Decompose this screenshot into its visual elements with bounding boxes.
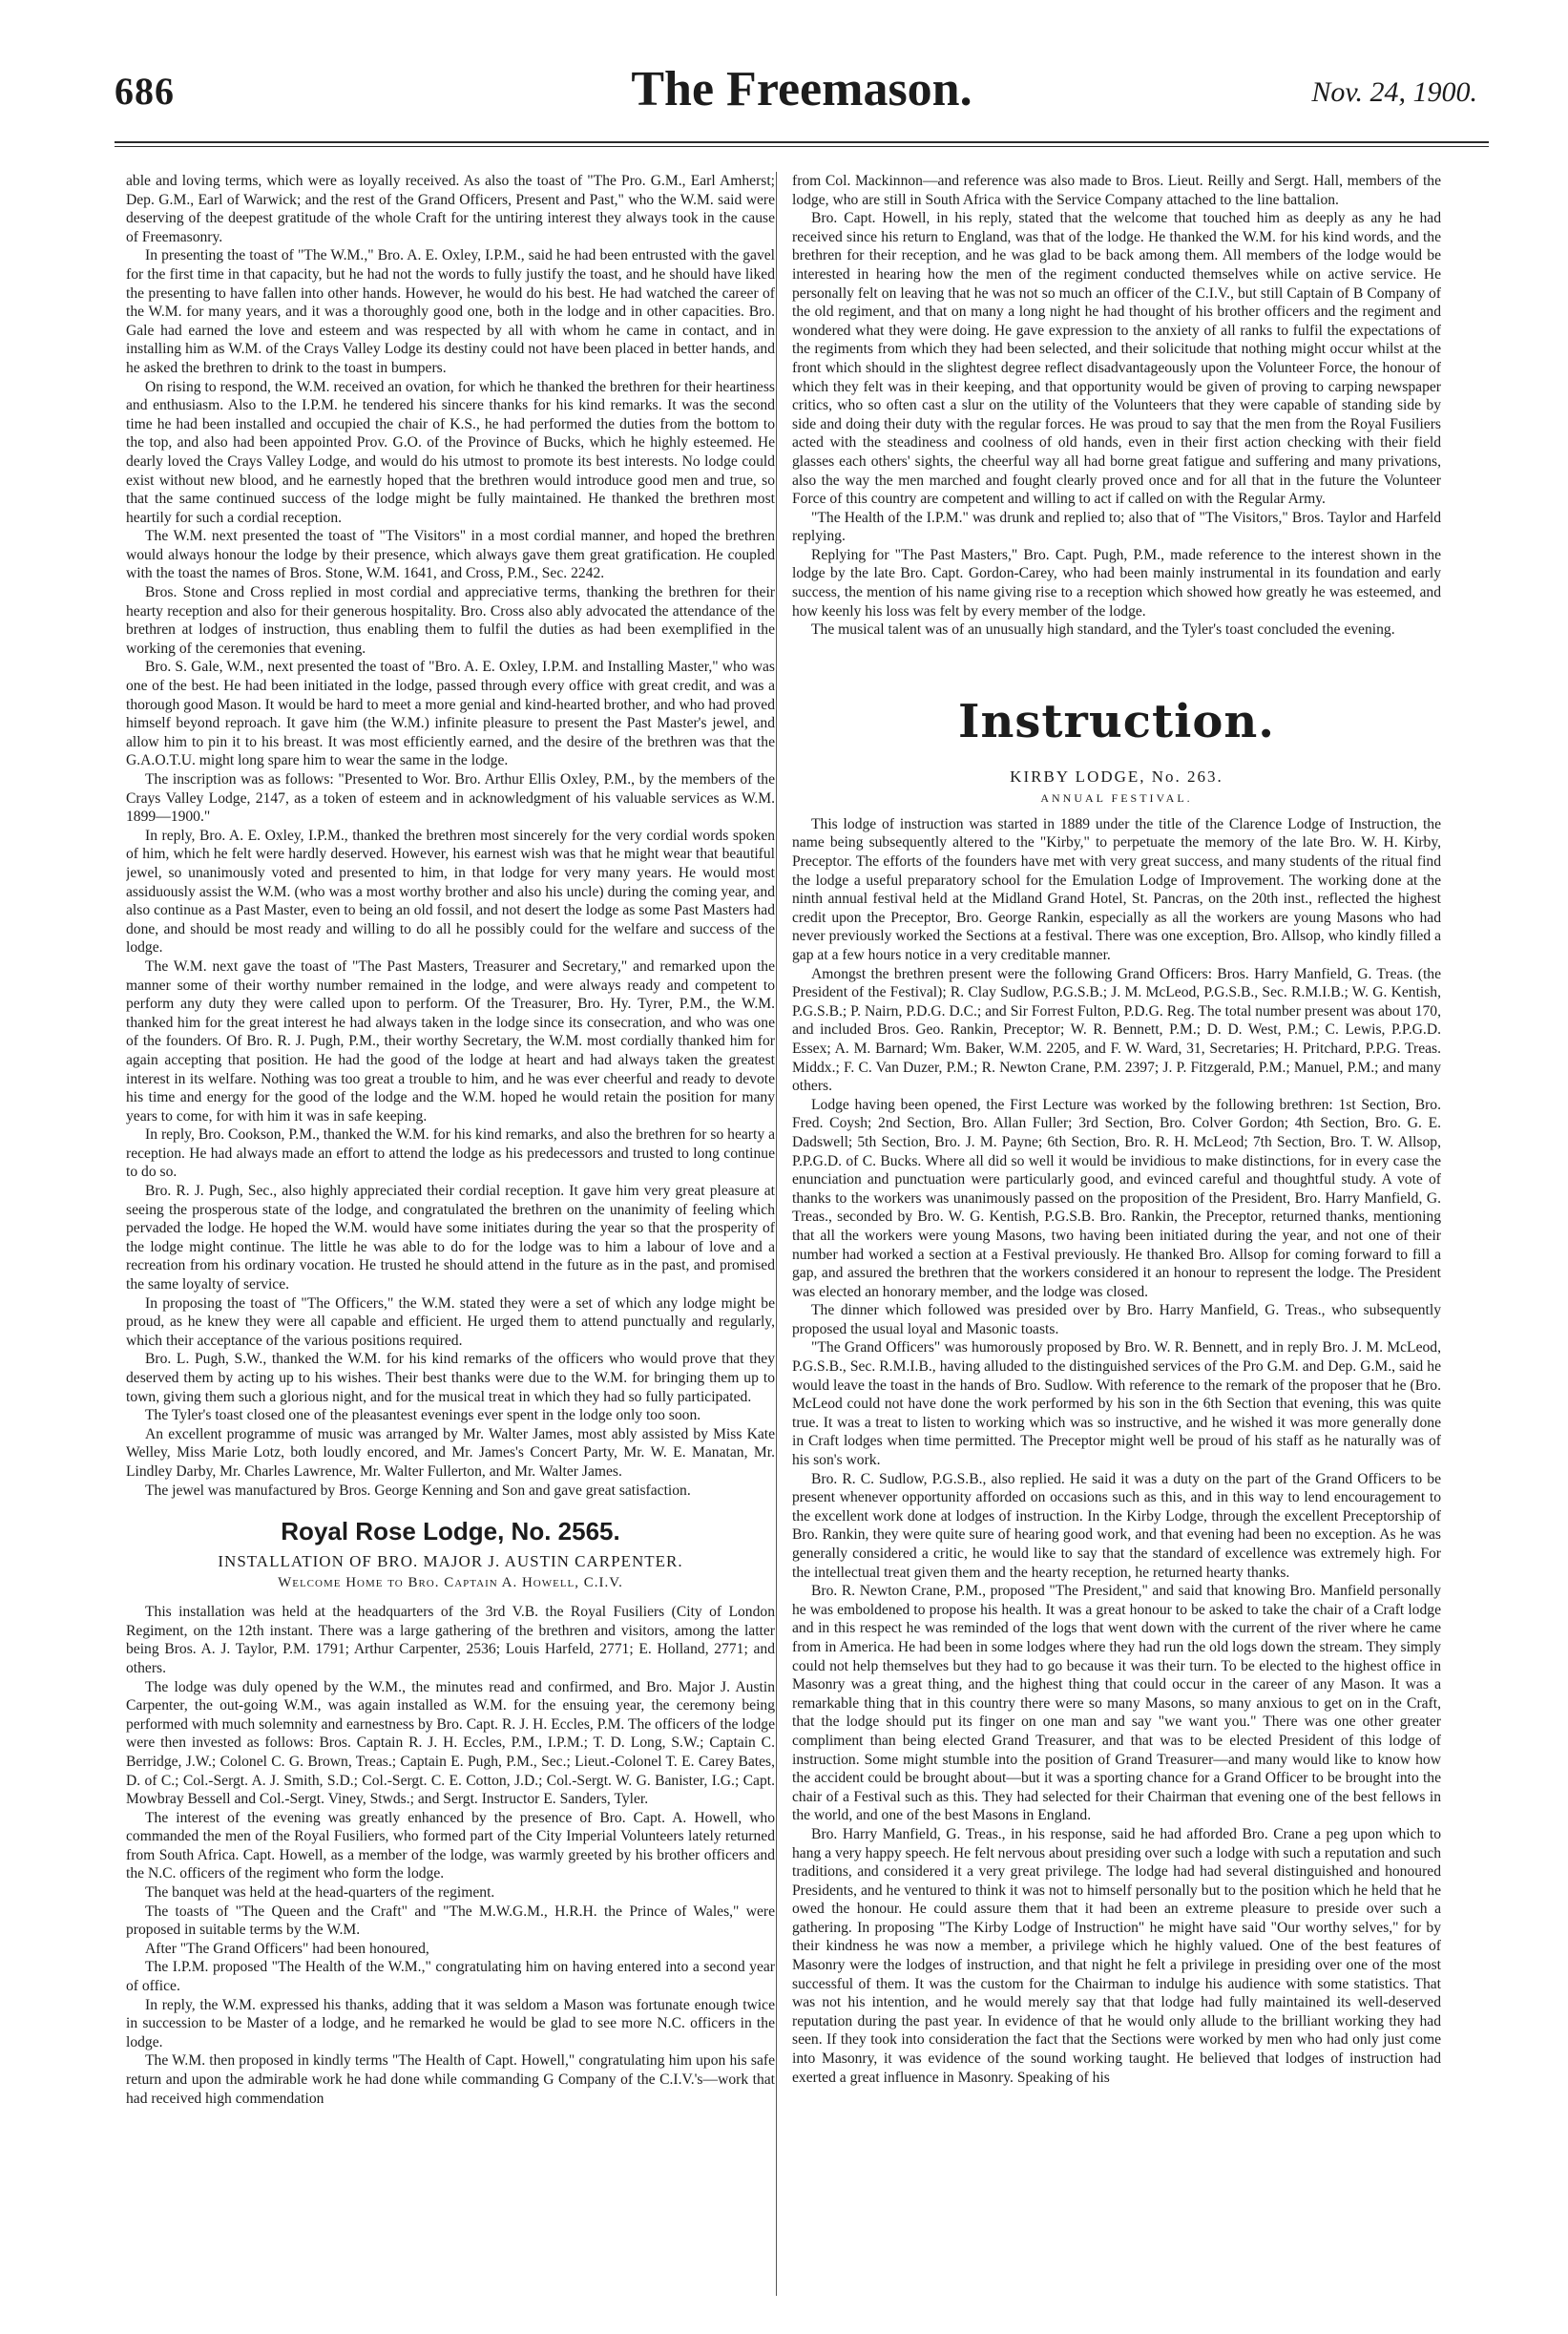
- paragraph: The lodge was duly opened by the W.M., the minutes read and confirmed, and Bro. Major J. Austin Carpenter, the out-going W.M., was again installed as W.M. for the ensuing year, the ceremony being performed with much solemnity and earnestness by Bro. Capt. R. J. H. Eccles, P.M. The officers of the lodge were then invested as follows: Bros. Captain R. J. H. Eccles, P.M., I.P.M.; T. D. Long, S.W.; Captain C. Berridge, J.W.; Colonel C. G. Brown, Treas.; Captain E. Pugh, P.M., Sec.; Lieut.-Colonel T. E. Carey Bates, D. of C.; Col.-Sergt. A. J. Smith, S.D.; Col.-Sergt. C. E. Cotton, J.D.; Col.-Sergt. W. G. Banister, I.G.; Capt. Mowbray Bessell and Col.-Sergt. Viney, Stwds.; and Sergt. Instructor E. Sanders, Tyler.: [126, 1678, 775, 1808]
- newspaper-title: The Freemason.: [631, 62, 972, 116]
- paragraph: from Col. Mackinnon—and reference was also made to Bros. Lieut. Reilly and Sergt. Hall, members of the lodge, who are still in South Africa with the Service Company attached to the line battalion.: [792, 173, 1441, 208]
- paragraph: Bro. Capt. Howell, in his reply, stated that the welcome that touched him as deeply as any he had received since his return to England, was that of the lodge. He thanked the W.M. for his kind words, and the brethren for their reception, and he was glad to be back among them. All members of the lodge would be interested in hearing how the men of the regiment conducted themselves while on active service. He personally felt on leaving that he was not so much an officer of the C.I.V., but still Captain of B Company of the old regiment, and that on many a long night he had thought of his brother officers and the regiment and wondered what they were doing. He gave expression to the anxiety of all ranks to fulfil the expectations of the regiments from which they had been selected, and their solicitude that nothing might occur whilst at the front which should in the slightest degree reflect disadvantageously upon the Volunteer Force, the honour of which they felt was in their keeping, and that opportunity would be given of proving to carping newspaper critics, who so often cast a slur on the utility of the Volunteers that they were capable of standing side by side and doing their duty with the regular forces. He was proud to say that the men from the Royal Fusiliers acted with the steadiness and coolness of old hands, even in their first action checking with their field glasses each others' sights, the cheerful way all had borne great fatigue and suffering and many privations, also the way the men marched and fought clearly proved once and for all that in the future the Volunteer Force of this country are competent and willing to act if called on with the Regular Army.: [792, 210, 1441, 508]
- paragraph: "The Health of the I.P.M." was drunk and replied to; also that of "The Visitors," Bros. Taylor and Harfeld replying.: [792, 509, 1441, 545]
- paragraph: After "The Grand Officers" had been honoured,: [145, 1940, 429, 1957]
- paragraph: In reply, the W.M. expressed his thanks, adding that it was seldom a Mason was fortunate enough twice in succession to be Master of a lodge, and he remarked he would be glad to see more N.C. officers in the lodge.: [126, 1996, 775, 2050]
- paragraph: This lodge of instruction was started in 1889 under the title of the Clarence Lodge of Instruction, the name being subsequently altered to the "Kirby," to perpetuate the memory of the late Bro. W. H. Kirby, Preceptor. The efforts of the founders have met with very great success, and many students of the ritual find the lodge a useful preparatory school for the Emulation Lodge of Improvement. The working done at the ninth annual festival held at the Midland Grand Hotel, St. Pancras, on the 20th inst., reflected the highest credit upon the Preceptor, Bro. George Rankin, especially as all the workers are young Masons who had never previously worked the Sections at a festival. There was one exception, Bro. Allsop, who kindly filled a gap at a few hours notice in a very creditable manner.: [792, 815, 1441, 963]
- paragraph: An excellent programme of music was arranged by Mr. Walter James, most ably assisted by Miss Kate Welley, Miss Marie Lotz, both loudly encored, and Mr. James's Concert Party, Mr. W. E. Manatan, Mr. Lindley Darby, Mr. Charles Lawrence, Mr. Walter Fullerton, and Mr. Walter James.: [126, 1425, 775, 1480]
- kirby-lodge-heading: KIRBY LODGE, No. 263.: [1010, 767, 1223, 786]
- paragraph: The Tyler's toast closed one of the pleasantest evenings ever spent in the lodge only too soon.: [145, 1407, 701, 1424]
- paragraph: The W.M. next presented the toast of "The Visitors" in a most cordial manner, and hoped the brethren would always honour the lodge by their presence, which always gave them great gratification. He coupled with the toast the names of Bros. Stone, W.M. 1641, and Cross, P.M., Sec. 2242.: [126, 528, 775, 582]
- paragraph: The W.M. next gave the toast of "The Past Masters, Treasurer and Secretary," and remarked upon the manner some of their worthy number remained in the lodge, and were always ready and competent to perform any duty they were called upon to perform. Of the Treasurer, Bro. Hy. Tyrer, P.M., the W.M. thanked him for the great interest he had always taken in the lodge since its consecration, and who was one of the founders. Of Bro. R. J. Pugh, P.M., their worthy Secretary, the W.M. most cordially thanked him for again accepting that position. He had the good of the lodge at heart and had always taken the greatest interest in its welfare. Nothing was too great a trouble to him, and he was ever cheerful and ready to devote his time and energy for the good of the lodge and the W.M. hoped he would retain the position for many years to come, for with him it was in safe keeping.: [126, 957, 775, 1125]
- paragraph: Bro. R. Newton Crane, P.M., proposed "The President," and said that knowing Bro. Manfield personally he was emboldened to propose his health. It was a great honour to be asked to take the chair of a Craft lodge and in this respect he was reminded of the logs that went down with the current of the river where he came from in America. He had been in some lodges where they had run the old logs down the stream. They simply could not help themselves but they had to go because it was their turn. To be elected to the highest office in Masonry was a great thing, and the highest thing that could occur in the career of any Mason. It was a remarkable thing that in this country there were so many Masons, so many anxious to get on in the Craft, that the lodge should put its finger on one man and say "we want you." There was one other greater compliment than being elected Grand Treasurer, and that was to be elected President of this lodge of instruction. Some might stumble into the position of Grand Treasurer—and many would like to know how the accident could be brought about—but it was a sporting chance for a Grand Officer to be brought into the chair of a Festival such as this. They had selected for their Chairman that evening one of the best fellows in the world, and one of the best Masons in England.: [792, 1583, 1441, 1824]
- paragraph: The I.P.M. proposed "The Health of the W.M.," congratulating him on having entered into a second year of office.: [126, 1959, 775, 1995]
- paragraph: In reply, Bro. A. E. Oxley, I.P.M., thanked the brethren most sincerely for the very cordial words spoken of him, which he felt were hardly deserved. However, his earnest wish was that he might wear that beautiful jewel, so unanimously voted and presented to him, in that lodge for very many years. He would most assiduously assist the W.M. (who was a most worthy brother and also his uncle) during the coming year, and also continue as a Past Master, even to being an old fossil, and not desert the lodge as some Past Masters had done, and should be most ready and willing to do all he possibly could for the welfare and success of the lodge.: [126, 827, 775, 957]
- paragraph: able and loving terms, which were as loyally received. As also the toast of "The Pro. G.M., Earl Amherst; Dep. G.M., Earl of Warwick; and the rest of the Grand Officers, Present and Past," who the W.M. said were deserving of the deepest gratitude of the whole Craft for the untiring interest they always took in the cause of Freemasonry.: [126, 173, 775, 245]
- paragraph: In proposing the toast of "The Officers," the W.M. stated they were a set of which any lodge might be proud, as he knew they were all capable and efficient. He urged them to attend punctually and regularly, which their acceptance of the various positions required.: [126, 1294, 775, 1349]
- paragraph: Bro. L. Pugh, S.W., thanked the W.M. for his kind remarks of the officers who would prove that they deserved them by acting up to his wishes. Their best thanks were due to the W.M. for bringing them up to town, giving them such a glorious night, and for the musical treat in which they had so fully participated.: [126, 1351, 775, 1405]
- right-column: [792, 172, 1441, 2296]
- royal-rose-body: [126, 1603, 775, 2108]
- instruction-heading: Instruction.: [958, 694, 1275, 748]
- paragraph: The inscription was as follows: "Presented to Wor. Bro. Arthur Ellis Oxley, P.M., by the members of the Crays Valley Lodge, 2147, as a token of esteem and in acknowledgment of his valuable services as W.M. 1899—1900.": [126, 771, 775, 826]
- paragraph: Amongst the brethren present were the following Grand Officers: Bros. Harry Manfield, G. Treas. (the President of the Festival); R. Clay Sudlow, P.G.S.B.; J. M. McLeod, P.G.S.B., Sec. R.M.I.B.; W. G. Kentish, P.G.S.B.; P. Nairn, P.D.G. D.C.; and Sir Forrest Fulton, P.D.G. Reg. The total number present was about 170, and included Bros. Geo. Rankin, Preceptor; W. R. Bennett, P.M.; D. D. West, P.M.; C. Lewis, P.P.G.D. Essex; A. M. Barnard; Wm. Baker, W.M. 2205, and F. W. Ward, 31, Secretaries; H. Pritchard, P.P.G. Treas. Middx.; F. C. Van Duzer, P.M.; R. Newton Crane, P.M. 2397; J. P. Fitzgerald, P.M.; Manuel, P.M.; and many others.: [792, 965, 1441, 1095]
- paragraph: The musical talent was of an unusually high standard, and the Tyler's toast concluded the evening.: [811, 621, 1395, 639]
- annual-festival-heading: ANNUAL FESTIVAL.: [1040, 790, 1193, 805]
- paragraph: In presenting the toast of "The W.M.," Bro. A. E. Oxley, I.P.M., said he had been entrusted with the gavel for the first time in that capacity, but he had not the words to fully justify the toast, and he should have liked the presenting to have fallen into other hands. However, he would do his best. He had watched the career of the W.M. for many years, and it was a thoroughly good one, both in the lodge and in other capacities. Bro. Gale had earned the love and esteem and was respected by all with whom he came in contact, and in installing him as W.M. of the Crays Valley Lodge its destiny could not have been placed in better hands, and he asked the brethren to drink to the toast in bumpers.: [126, 247, 775, 376]
- paragraph: This installation was held at the headquarters of the 3rd V.B. the Royal Fusiliers (City of London Regiment, on the 12th instant. There was a large gathering of the brethren and visitors, among the latter being Bros. A. J. Taylor, P.M. 1791; Arthur Carpenter, 2536; Louis Harfeld, 2771; E. Holland, 2771; and others.: [126, 1604, 775, 1676]
- paragraph: On rising to respond, the W.M. received an ovation, for which he thanked the brethren for their heartiness and enthusiasm. Also to the I.P.M. he tendered his sincere thanks for his kind remarks. It was the second time he had been installed and occupied the chair of K.S., he had performed the duties from the bottom to the top, and also had been appointed Prov. G.O. of the Province of Bucks, which he highly esteemed. He dearly loved the Crays Valley Lodge, and would do his utmost to promote its best interests. No lodge could exist without new blood, and he earnestly hoped that the brethren would introduce good men and true, so that the same continued success of the lodge might be fully maintained. He thanked the brethren most heartily for such a cordial reception.: [126, 378, 775, 526]
- instruction-body: [792, 815, 1441, 2087]
- royal-rose-heading: Royal Rose Lodge, No. 2565.: [281, 1517, 620, 1546]
- paragraph: Bros. Stone and Cross replied in most cordial and appreciative terms, thanking the brethren for their hearty reception and also for their generous hospitality. Bro. Cross also ably advocated the attendance of the brethren at lodges of instruction, thus enabling them to fulfil the duties as had been exemplified in the working of the ceremonies that evening.: [126, 584, 775, 657]
- paragraph: Bro. S. Gale, W.M., next presented the toast of "Bro. A. E. Oxley, I.P.M. and Installing Master," who was one of the best. He had been initiated in the lodge, passed through every office with great credit, and was a thorough good Mason. It would be hard to meet a more genial and kind-hearted brother, and who had proved himself beyond reproach. It gave him (the W.M.) infinite pleasure to present the Past Master's jewel, and allow him to pin it to his breast. It was most efficiently earned, and the desire of the brethren was that the G.A.O.T.U. might long spare him to wear the same in the lodge.: [126, 659, 775, 769]
- paragraph: Lodge having been opened, the First Lecture was worked by the following brethren: 1st Section, Bro. Fred. Coysh; 2nd Section, Bro. Allan Fuller; 3rd Section, Bro. Colver Gordon; 4th Section, Bro. G. E. Dadswell; 5th Section, Bro. J. M. Payne; 6th Section, Bro. R. H. McLeod; 7th Section, Bro. T. W. Allsop, P.P.G.D. of C. Bucks. Where all did so well it would be invidious to make distinctions, for in every case the enunciation and punctuation were particularly good, and evinced careful and thoughtful study. A vote of thanks to the workers was unanimously passed on the proposition of the President, Bro. Harry Manfield, G. Treas., seconded by Bro. W. G. Kentish, P.G.S.B. Bro. Rankin, the Preceptor, returned thanks, mentioning that all the workers were young Masons, two having been initiated during the year, and not one of their number had worked a section at a Festival previously. He thanked Bro. Allsop for coming forward to fill a gap, and assured the brethren that the workers considered it an honour to represent the lodge. The President was elected an honorary member, and the lodge was closed.: [792, 1096, 1441, 1300]
- left-column: [126, 172, 775, 2296]
- masthead: [115, 55, 1489, 132]
- paragraph: In reply, Bro. Cookson, P.M., thanked the W.M. for his kind remarks, and also the brethren for so hearty a reception. He had always made an effort to attend the lodge as his predecessors and trusted to long continue to do so.: [126, 1126, 775, 1181]
- header-rule-bottom: [115, 146, 1489, 147]
- column-divider: [776, 172, 777, 2296]
- paragraph: The toasts of "The Queen and the Craft" and "The M.W.G.M., H.R.H. the Prince of Wales," were proposed in suitable terms by the W.M.: [126, 1903, 775, 1939]
- header-rule-top: [115, 141, 1489, 143]
- paragraph: Bro. R. C. Sudlow, P.G.S.B., also replied. He said it was a duty on the part of the Grand Officers to be present whenever opportunity afforded on occasions such as this, and in this way to lend encouragement to the excellent work done at lodges of instruction. In the Kirby Lodge, through the excellent Preceptorship of Bro. Rankin, they were quite sure of hearing good work, and that evening had been no exception. As he was generally considered a critic, he would like to say that the standard of excellence was extremely high. For the intellectual treat given them and the hearty reception, he returned hearty thanks.: [792, 1470, 1441, 1581]
- left-article-body: [126, 172, 775, 1500]
- right-article-body: [792, 172, 1441, 640]
- paragraph: Replying for "The Past Masters," Bro. Capt. Pugh, P.M., made reference to the interest shown in the lodge by the late Bro. Capt. Gordon-Carey, who had been mainly instrumental in its foundation and early success, the mention of his name giving rise to a reception which showed how greatly he was esteemed, and how keenly his loss was felt by every member of the lodge.: [792, 546, 1441, 620]
- paragraph: "The Grand Officers" was humorously proposed by Bro. W. R. Bennett, and in reply Bro. J. M. McLeod, P.G.S.B., Sec. R.M.I.B., having alluded to the distinguished services of the Pro G.M. and Dep. G.M., said he would leave the toast in the hands of Bro. Sudlow. With reference to the remark of the proposer that he (Bro. McLeod could not have done the work performed by his son in the 6th Section that evening, this was quite true. It was a treat to listen to working which was so instructive, and he wished it was more generally done in Craft lodges when time permitted. The Preceptor might well be proud of his staff as he naturally was of his son's work.: [792, 1339, 1441, 1469]
- issue-date: Nov. 24, 1900.: [1311, 76, 1477, 108]
- paragraph: The jewel was manufactured by Bros. George Kenning and Son and gave great satisfaction.: [145, 1482, 691, 1499]
- paragraph: The dinner which followed was presided over by Bro. Harry Manfield, G. Treas., who subsequently proposed the usual loyal and Masonic toasts.: [792, 1302, 1441, 1337]
- paragraph: Bro. Harry Manfield, G. Treas., in his response, said he had afforded Bro. Crane a peg upon which to hang a very happy speech. He felt nervous about presiding over such a lodge with such a reputation and such traditions, and considered it a very great privilege. The lodge had had several distinguished and honoured Presidents, and he ventured to think it was not to himself personally but to the position which he held that he owed the honour. He could assure them that it had been an extreme pleasure to preside over such a gathering. In proposing "The Kirby Lodge of Instruction" he might have said "Our worthy selves," for by their kindness he was now a member, a privilege which he highly valued. One of the best features of Masonry were the lodges of instruction, and that night he felt a privilege in presiding over one of the most successful of them. It was the custom for the Chairman to indulge his audience with some statistics. That was not his intention, and he would merely say that that lodge had fully maintained its well-deserved reputation during the past year. In evidence of that he would only allude to the brilliant working they had seen. If they took into consideration the fact that the Sections were worked by men who had only just come into Masonry, it was evidence of the sound working taught. He believed that lodges of instruction had exerted a great influence in Masonry. Speaking of his: [792, 1825, 1441, 2086]
- paragraph: The interest of the evening was greatly enhanced by the presence of Bro. Capt. A. Howell, who commanded the men of the Royal Fusiliers, who formed part of the City Imperial Volunteers lately returned from South Africa. Capt. Howell, as a member of the lodge, was warmly greeted by his brother officers and the N.C. officers of the regiment who form the lodge.: [126, 1809, 775, 1882]
- paragraph: Bro. R. J. Pugh, Sec., also highly appreciated their cordial reception. It gave him very great pleasure at seeing the prosperous state of the lodge, and congratulated the brethren on the unanimity of feeling which pervaded the lodge. He hoped the W.M. would have some initiates during the year so that the prosperity of the lodge might continue. The little he was able to do for the lodge was to him a labour of love and a recreation from his ordinary vocation. He trusted he should attend in the future as in the past, and promised the same loyalty of service.: [126, 1183, 775, 1293]
- royal-rose-subheading: INSTALLATION OF BRO. MAJOR J. AUSTIN CARPENTER.: [218, 1552, 683, 1571]
- page-number: 686: [115, 70, 175, 113]
- paragraph: The W.M. then proposed in kindly terms "The Health of Capt. Howell," congratulating him upon his safe return and upon the admirable work he had done while commanding G Company of the C.I.V.'s—work that had received high commendation: [126, 2052, 775, 2107]
- paragraph: The banquet was held at the head-quarters of the regiment.: [145, 1884, 495, 1902]
- royal-rose-subheading-2: Welcome Home to Bro. Captain A. Howell, C.I.V.: [278, 1575, 623, 1591]
